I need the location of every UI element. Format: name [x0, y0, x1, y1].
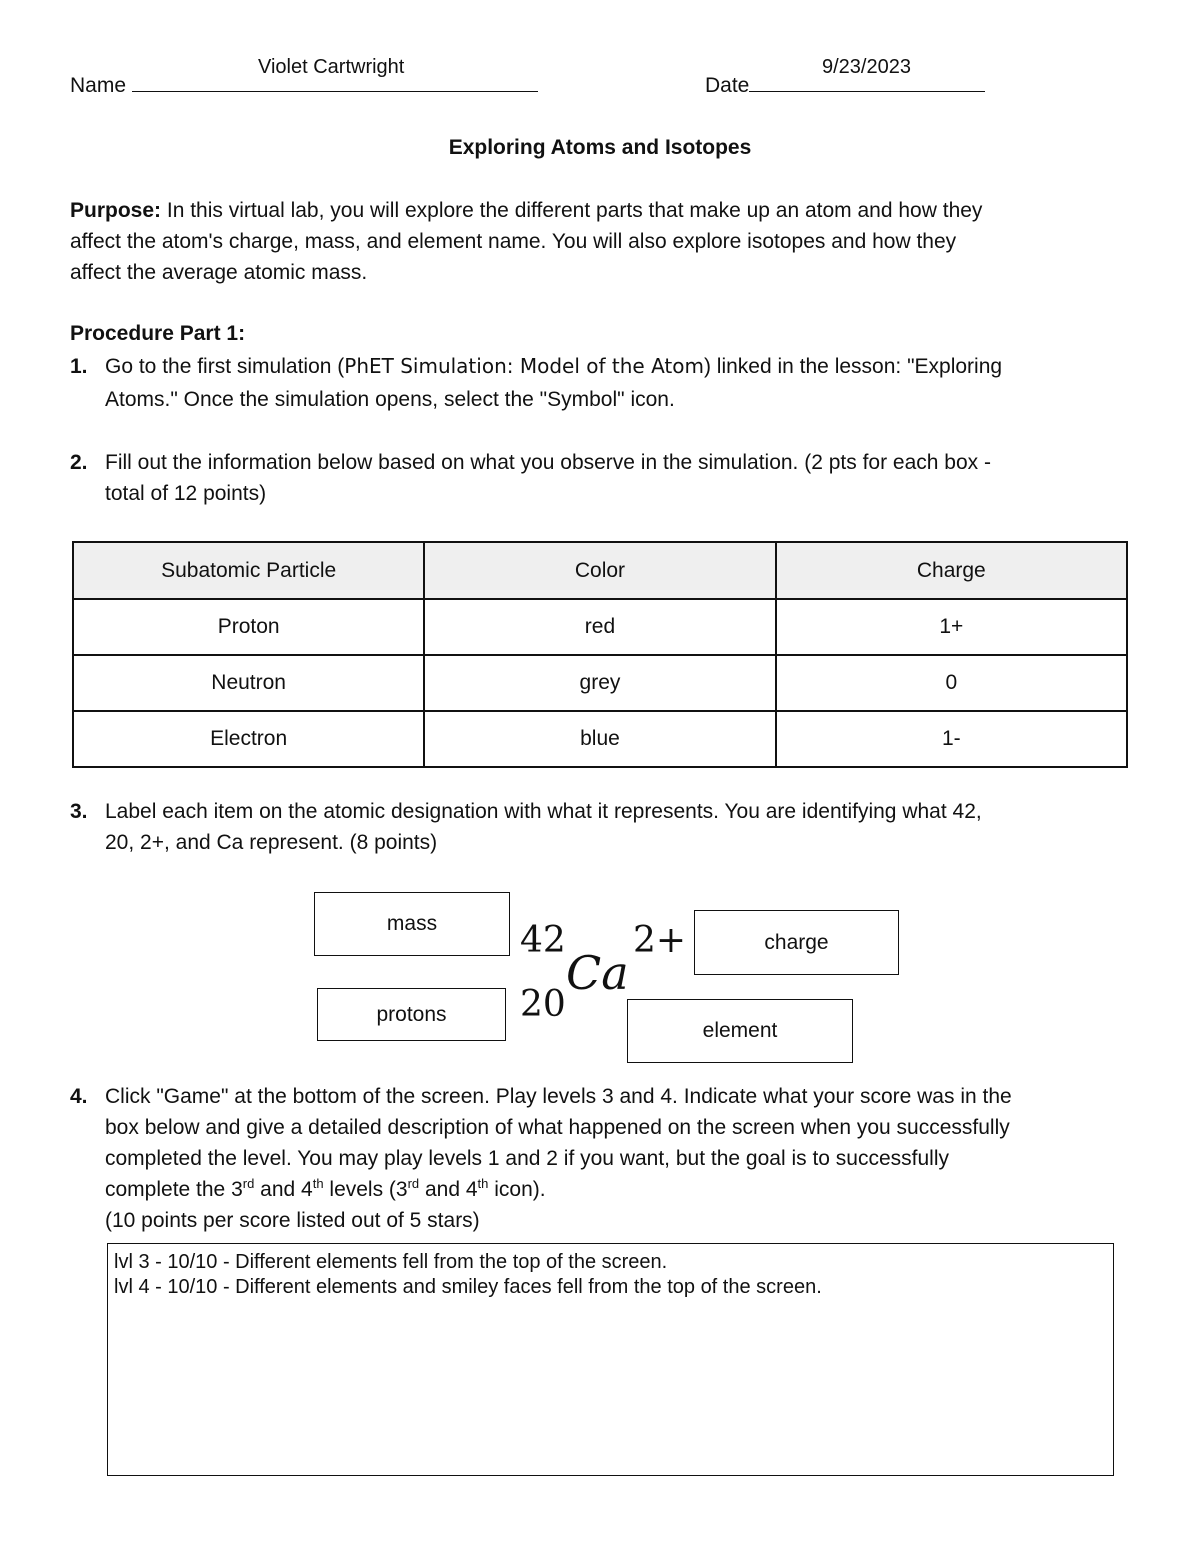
- charge-label-box[interactable]: charge: [694, 910, 899, 975]
- step4-line4-c: levels (3: [323, 1178, 408, 1201]
- step1-line2: Atoms." Once the simulation opens, select the "Symbol" icon.: [105, 388, 675, 411]
- answer-line-1: lvl 3 - 10/10 - Different elements fell from the top of the screen.: [114, 1251, 668, 1273]
- step3-line2: 20, 2+, and Ca represent. (8 points): [105, 831, 438, 854]
- step4-text: [105, 1081, 1155, 1236]
- step4-line3: completed the level. You may play levels 1 and 2 if you want, but the goal is to successfully: [105, 1147, 949, 1170]
- header-subatomic-particle: Subatomic Particle: [73, 542, 424, 599]
- superscript-th: th: [477, 1176, 489, 1191]
- atomic-number: 20: [520, 984, 566, 1025]
- superscript-th: th: [312, 1176, 324, 1191]
- step3-line1: Label each item on the atomic designation with what it represents. You are identifying what 42,: [105, 800, 982, 823]
- page-title: Exploring Atoms and Isotopes: [448, 136, 752, 159]
- step4-line5: (10 points per score listed out of 5 stars): [105, 1209, 480, 1232]
- purpose-paragraph: [70, 195, 1140, 288]
- protons-label-box[interactable]: protons: [317, 988, 506, 1041]
- purpose-line2: affect the atom's charge, mass, and element name. You will also explore isotopes and how they: [70, 230, 957, 253]
- superscript-rd: rd: [242, 1176, 255, 1191]
- mass-label-box[interactable]: mass: [314, 892, 510, 956]
- step3-number: 3.: [70, 800, 88, 823]
- step4-line4-b: and 4: [254, 1178, 313, 1201]
- date-field: [705, 70, 985, 101]
- particle-cell: Neutron: [73, 655, 424, 711]
- step1-text: [105, 351, 1145, 415]
- step3-text: [105, 796, 1145, 858]
- step2-number: 2.: [70, 451, 88, 474]
- name-label: Name: [70, 74, 127, 97]
- step1-line1-pre: Go to the first simulation (: [105, 355, 345, 378]
- charge-cell[interactable]: 1+: [776, 599, 1127, 655]
- ion-charge: 2+: [633, 920, 687, 961]
- procedure-heading: Procedure Part 1:: [70, 322, 246, 345]
- step2-line2: total of 12 points): [105, 482, 267, 505]
- step4-line1: Click "Game" at the bottom of the screen. Play levels 3 and 4. Indicate what your score was in the: [105, 1085, 1012, 1108]
- charge-cell[interactable]: 0: [776, 655, 1127, 711]
- element-label-box[interactable]: element: [627, 999, 853, 1063]
- header-color: Color: [424, 542, 775, 599]
- name-field: [70, 70, 538, 101]
- charge-cell[interactable]: 1-: [776, 711, 1127, 767]
- table-row: [73, 599, 1127, 655]
- color-cell[interactable]: grey: [424, 655, 775, 711]
- step4-line4-a: complete the 3: [105, 1178, 243, 1201]
- purpose-line3: affect the average atomic mass.: [70, 261, 368, 284]
- color-cell[interactable]: red: [424, 599, 775, 655]
- step4-line4: [105, 1174, 1155, 1205]
- particle-cell: Electron: [73, 711, 424, 767]
- table-row: [73, 711, 1127, 767]
- element-symbol: Ca: [566, 946, 629, 1000]
- step4-line4-d: and 4: [419, 1178, 478, 1201]
- purpose-line1: In this virtual lab, you will explore the different parts that make up an atom and how they: [166, 199, 983, 222]
- step2-line1: Fill out the information below based on what you observe in the simulation. (2 pts for each box -: [105, 451, 991, 474]
- step2-text: [105, 447, 1145, 509]
- mass-number: 42: [520, 920, 566, 961]
- step4-line2: box below and give a detailed description of what happened on the screen when you successfully: [105, 1116, 1010, 1139]
- name-value: Violet Cartwright: [258, 56, 405, 78]
- header-charge: Charge: [776, 542, 1127, 599]
- date-value: 9/23/2023: [822, 56, 911, 78]
- phet-simulation-link[interactable]: PhET Simulation: Model of the Atom: [344, 354, 704, 378]
- color-cell[interactable]: blue: [424, 711, 775, 767]
- table-row: [73, 655, 1127, 711]
- purpose-label: Purpose:: [70, 199, 162, 222]
- name-underline: [132, 71, 538, 92]
- date-underline: [749, 71, 985, 92]
- particle-cell: Proton: [73, 599, 424, 655]
- step4-line4-e: icon).: [488, 1178, 546, 1201]
- step4-number: 4.: [70, 1085, 88, 1108]
- step1-number: 1.: [70, 355, 88, 378]
- score-answer-box[interactable]: [107, 1243, 1114, 1476]
- table-header-row: [73, 542, 1127, 599]
- date-label: Date: [705, 74, 750, 97]
- superscript-rd: rd: [407, 1176, 420, 1191]
- answer-line-2: lvl 4 - 10/10 - Different elements and smiley faces fell from the top of the screen.: [114, 1276, 822, 1298]
- step1-line1-post: ) linked in the lesson: "Exploring: [703, 355, 1003, 378]
- particle-table: [72, 541, 1128, 768]
